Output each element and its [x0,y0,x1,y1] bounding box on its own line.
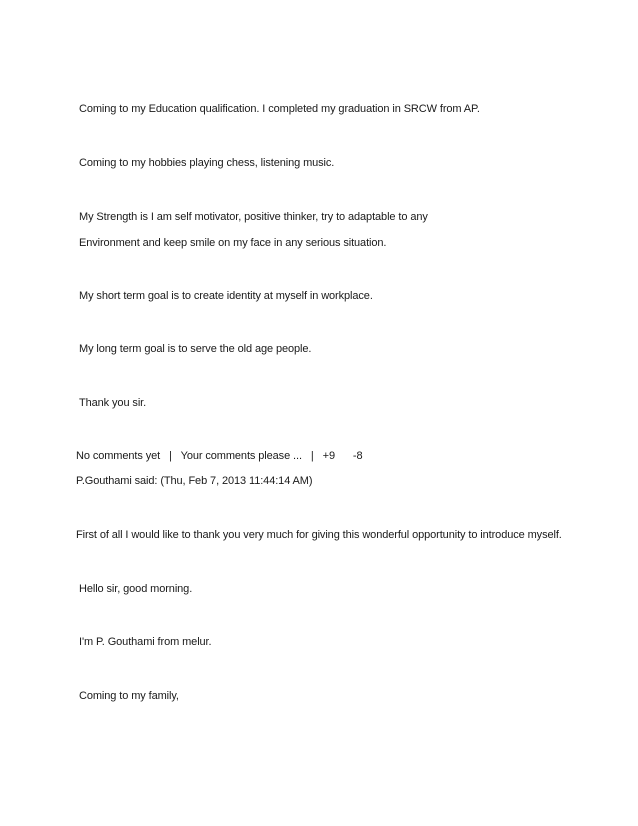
name-paragraph: I'm P. Gouthami from melur. [79,636,212,648]
comment-separator: | [310,450,314,462]
your-comments-link[interactable]: Your comments please ... [180,450,302,462]
short-term-goal-paragraph: My short term goal is to create identity at myself in workplace. [79,290,373,302]
strength-paragraph-line-2: Environment and keep smile on my face in any serious situation. [79,237,387,249]
strength-paragraph-line-1: My Strength is I am self motivator, positive thinker, try to adaptable to any [79,211,428,223]
comment-separator: | [169,450,172,462]
long-term-goal-paragraph: My long term goal is to serve the old age people. [79,343,312,355]
vote-up-count[interactable]: +9 [322,450,335,462]
family-paragraph: Coming to my family, [79,690,179,702]
comment-bar [76,449,363,463]
hobbies-paragraph: Coming to my hobbies playing chess, listening music. [79,157,335,169]
greeting-paragraph: Hello sir, good morning. [79,583,193,595]
intro-paragraph: First of all I would like to thank you very much for giving this wonderful opportunity to introduce myself. [76,529,562,541]
vote-down-count[interactable]: -8 [352,450,363,462]
education-paragraph: Coming to my Education qualification. I completed my graduation in SRCW from AP. [79,103,480,115]
no-comments-label: No comments yet [76,450,161,462]
author-line: P.Gouthami said: (Thu, Feb 7, 2013 11:44:14 AM) [76,475,313,487]
thanks-paragraph: Thank you sir. [79,397,147,409]
